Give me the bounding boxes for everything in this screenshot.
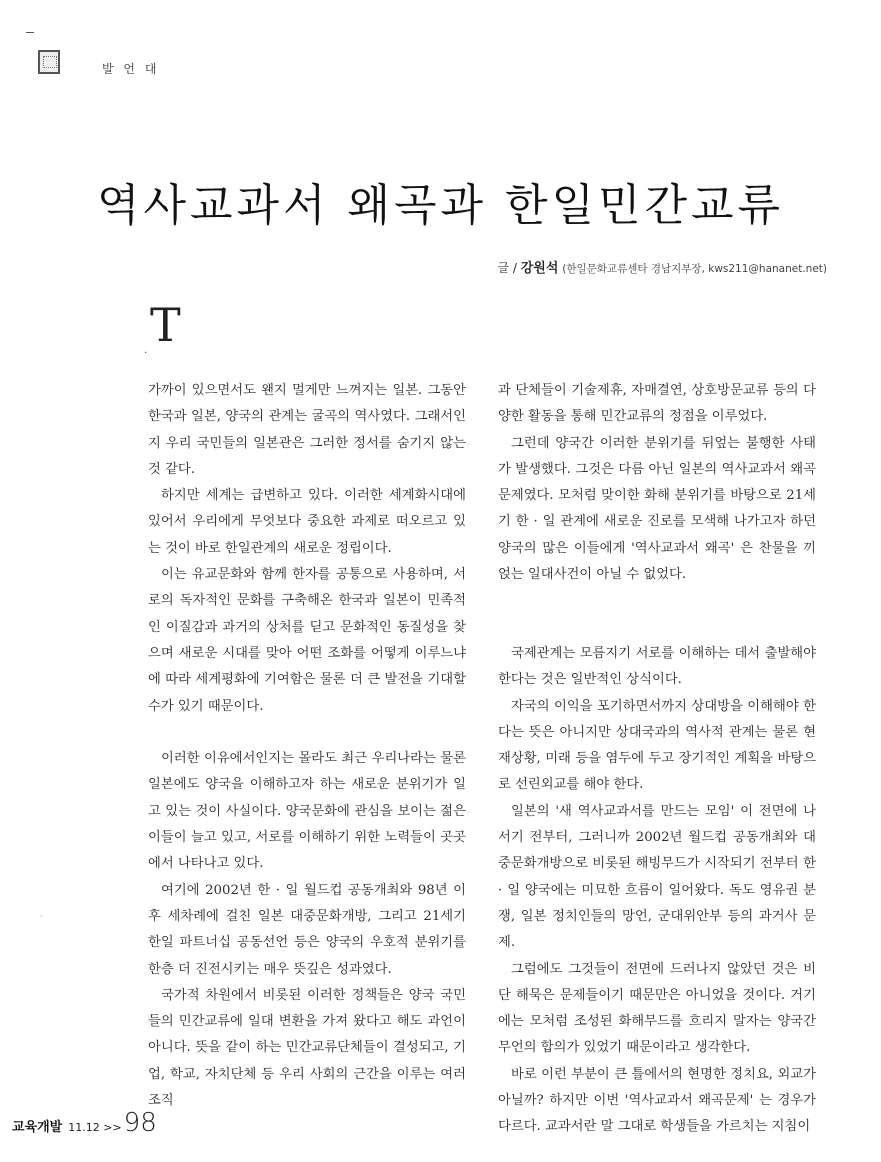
- paragraph-gap: [498, 588, 816, 614]
- section-logo-icon: [38, 50, 60, 74]
- article-column-right: [498, 378, 816, 1141]
- paragraph: 국가적 차원에서 비롯된 이러한 정책들은 양국 국민들의 민간교류에 일대 변환을 가져 왔다고 해도 과언이 아니다. 뜻을 같이 하는 민간교류단체들이 결성되고, 기업, 학교, 자치단체 등 우리 사회의 근간을 이루는 여러 조직: [148, 987, 466, 1109]
- paragraph-gap: [148, 720, 466, 746]
- paragraph: 국제관계는 모름지기 서로를 이해하는 데서 출발해야 한다는 것은 일반적인 상식이다.: [498, 645, 816, 688]
- section-label: 발 언 대: [102, 62, 160, 76]
- issue-number: 11.12 >>: [68, 1121, 122, 1134]
- page-footer: [12, 1108, 157, 1138]
- paragraph: 하지만 세계는 급변하고 있다. 이러한 세계화시대에 있어서 우리에게 무엇보다 중요한 과제로 떠오르고 있는 것이 바로 한일관계의 새로운 정립이다.: [148, 488, 466, 556]
- margin-mark: ·: [40, 912, 43, 921]
- page-title: 역사교과서 왜곡과 한일민간교류: [96, 180, 785, 232]
- author-name: 강원석: [520, 261, 559, 276]
- author-affiliation: (한일문화교류센타 경남지부장, kws211@hananet.net): [562, 263, 827, 275]
- paragraph: 이러한 이유에서인지는 몰라도 최근 우리나라는 물론 일본에도 양국을 이해하고자 하는 새로운 분위기가 일고 있는 것이 사실이다. 양국문화에 관심을 보이는 젊은이들이 늘고 있고, 서로를 이해하기 위한 노력들이 곳곳에서 나타나고 있다.: [148, 751, 466, 872]
- paragraph: 과 단체들이 기술제휴, 자매결연, 상호방문교류 등의 다양한 활동을 통해 민간교류의 정점을 이루었다.: [498, 383, 816, 425]
- byline-prefix: 글 /: [497, 261, 517, 275]
- paragraph: 그럼에도 그것들이 전면에 드러나지 않았던 것은 비단 해묵은 문제들이기 때문만은 아니었을 것이다. 거기에는 모처럼 조성된 화해무드를 흐리지 말자는 양국간 무언의 합의가 있었기 때문이라고 생각한다.: [498, 961, 816, 1056]
- paragraph: 여기에 2002년 한 · 일 월드컵 공동개최와 98년 이후 세차례에 걸친 일본 대중문화개방, 그리고 21세기 한일 파트너십 공동선언 등은 양국의 우호적 분위기를 한층 더 진전시키는 매우 뜻깊은 성과였다.: [148, 882, 466, 977]
- magazine-name: 교육개발: [12, 1120, 63, 1135]
- paragraph: 그런데 양국간 이러한 분위기를 뒤엎는 불행한 사태가 발생했다. 그것은 다름 아닌 일본의 역사교과서 왜곡문제였다. 모처럼 맞이한 화해 분위기를 바탕으로 21세기 한 · 일 관계에 새로운 진로를 모색해 나가고자 하던 양국의 많은 이들에게 '역사교과서 왜곡' 은 찬물을 끼얹는 일대사건이 아닐 수 없었다.: [498, 435, 816, 583]
- article-column-left: [148, 378, 466, 1114]
- drop-cap: T: [150, 298, 181, 352]
- paragraph: 바로 이런 부분이 큰 틀에서의 현명한 정치요, 외교가 아닐까? 하지만 이번 '역사교과서 왜곡문제' 는 경우가 다르다. 교과서란 말 그대로 학생들을 가르치는 지침이: [498, 1066, 816, 1135]
- paragraph: 일본의 '새 역사교과서를 만드는 모임' 이 전면에 나서기 전부터, 그러니까 2002년 월드컵 공동개최와 대중문화개방으로 비롯된 해빙무드가 시작되기 전부터 한 · 일 양국에는 미묘한 흐름이 일어왔다. 독도 영유권 분쟁, 일본 정치인들의 망언, 군대위안부 등의 과거사 문제.: [498, 803, 816, 951]
- paragraph: 이는 유교문화와 함께 한자를 공통으로 사용하며, 서로의 독자적인 문화를 구축해온 한국과 일본이 민족적인 이질감과 과거의 상처를 딛고 문화적인 동질성을 찾으며 새로운 시대를 맞아 어떤 조화를 어떻게 이루느냐에 따라 세계평화에 기여함은 물론 더 큰 발전을 기대할 수가 있기 때문이다.: [148, 567, 466, 714]
- paragraph: 가까이 있으면서도 왠지 멀게만 느껴지는 일본. 그동안 한국과 일본, 양국의 관계는 굴곡의 역사였다. 그래서인지 우리 국민들의 일본관은 그러한 정서를 숨기지 않는 것 같다.: [148, 383, 466, 477]
- section-header: [38, 50, 159, 77]
- byline: [497, 257, 827, 276]
- page-number: 98: [123, 1108, 157, 1138]
- paragraph-gap: [498, 615, 816, 641]
- section-dash: [26, 32, 34, 33]
- decorative-dot: ·: [144, 348, 148, 359]
- paragraph: 자국의 이익을 포기하면서까지 상대방을 이해해야 한다는 뜻은 아니지만 상대국과의 역사적 관계는 물론 현재상황, 미래 등을 염두에 두고 장기적인 계획을 바탕으로 선린외교를 해야 한다.: [498, 698, 816, 793]
